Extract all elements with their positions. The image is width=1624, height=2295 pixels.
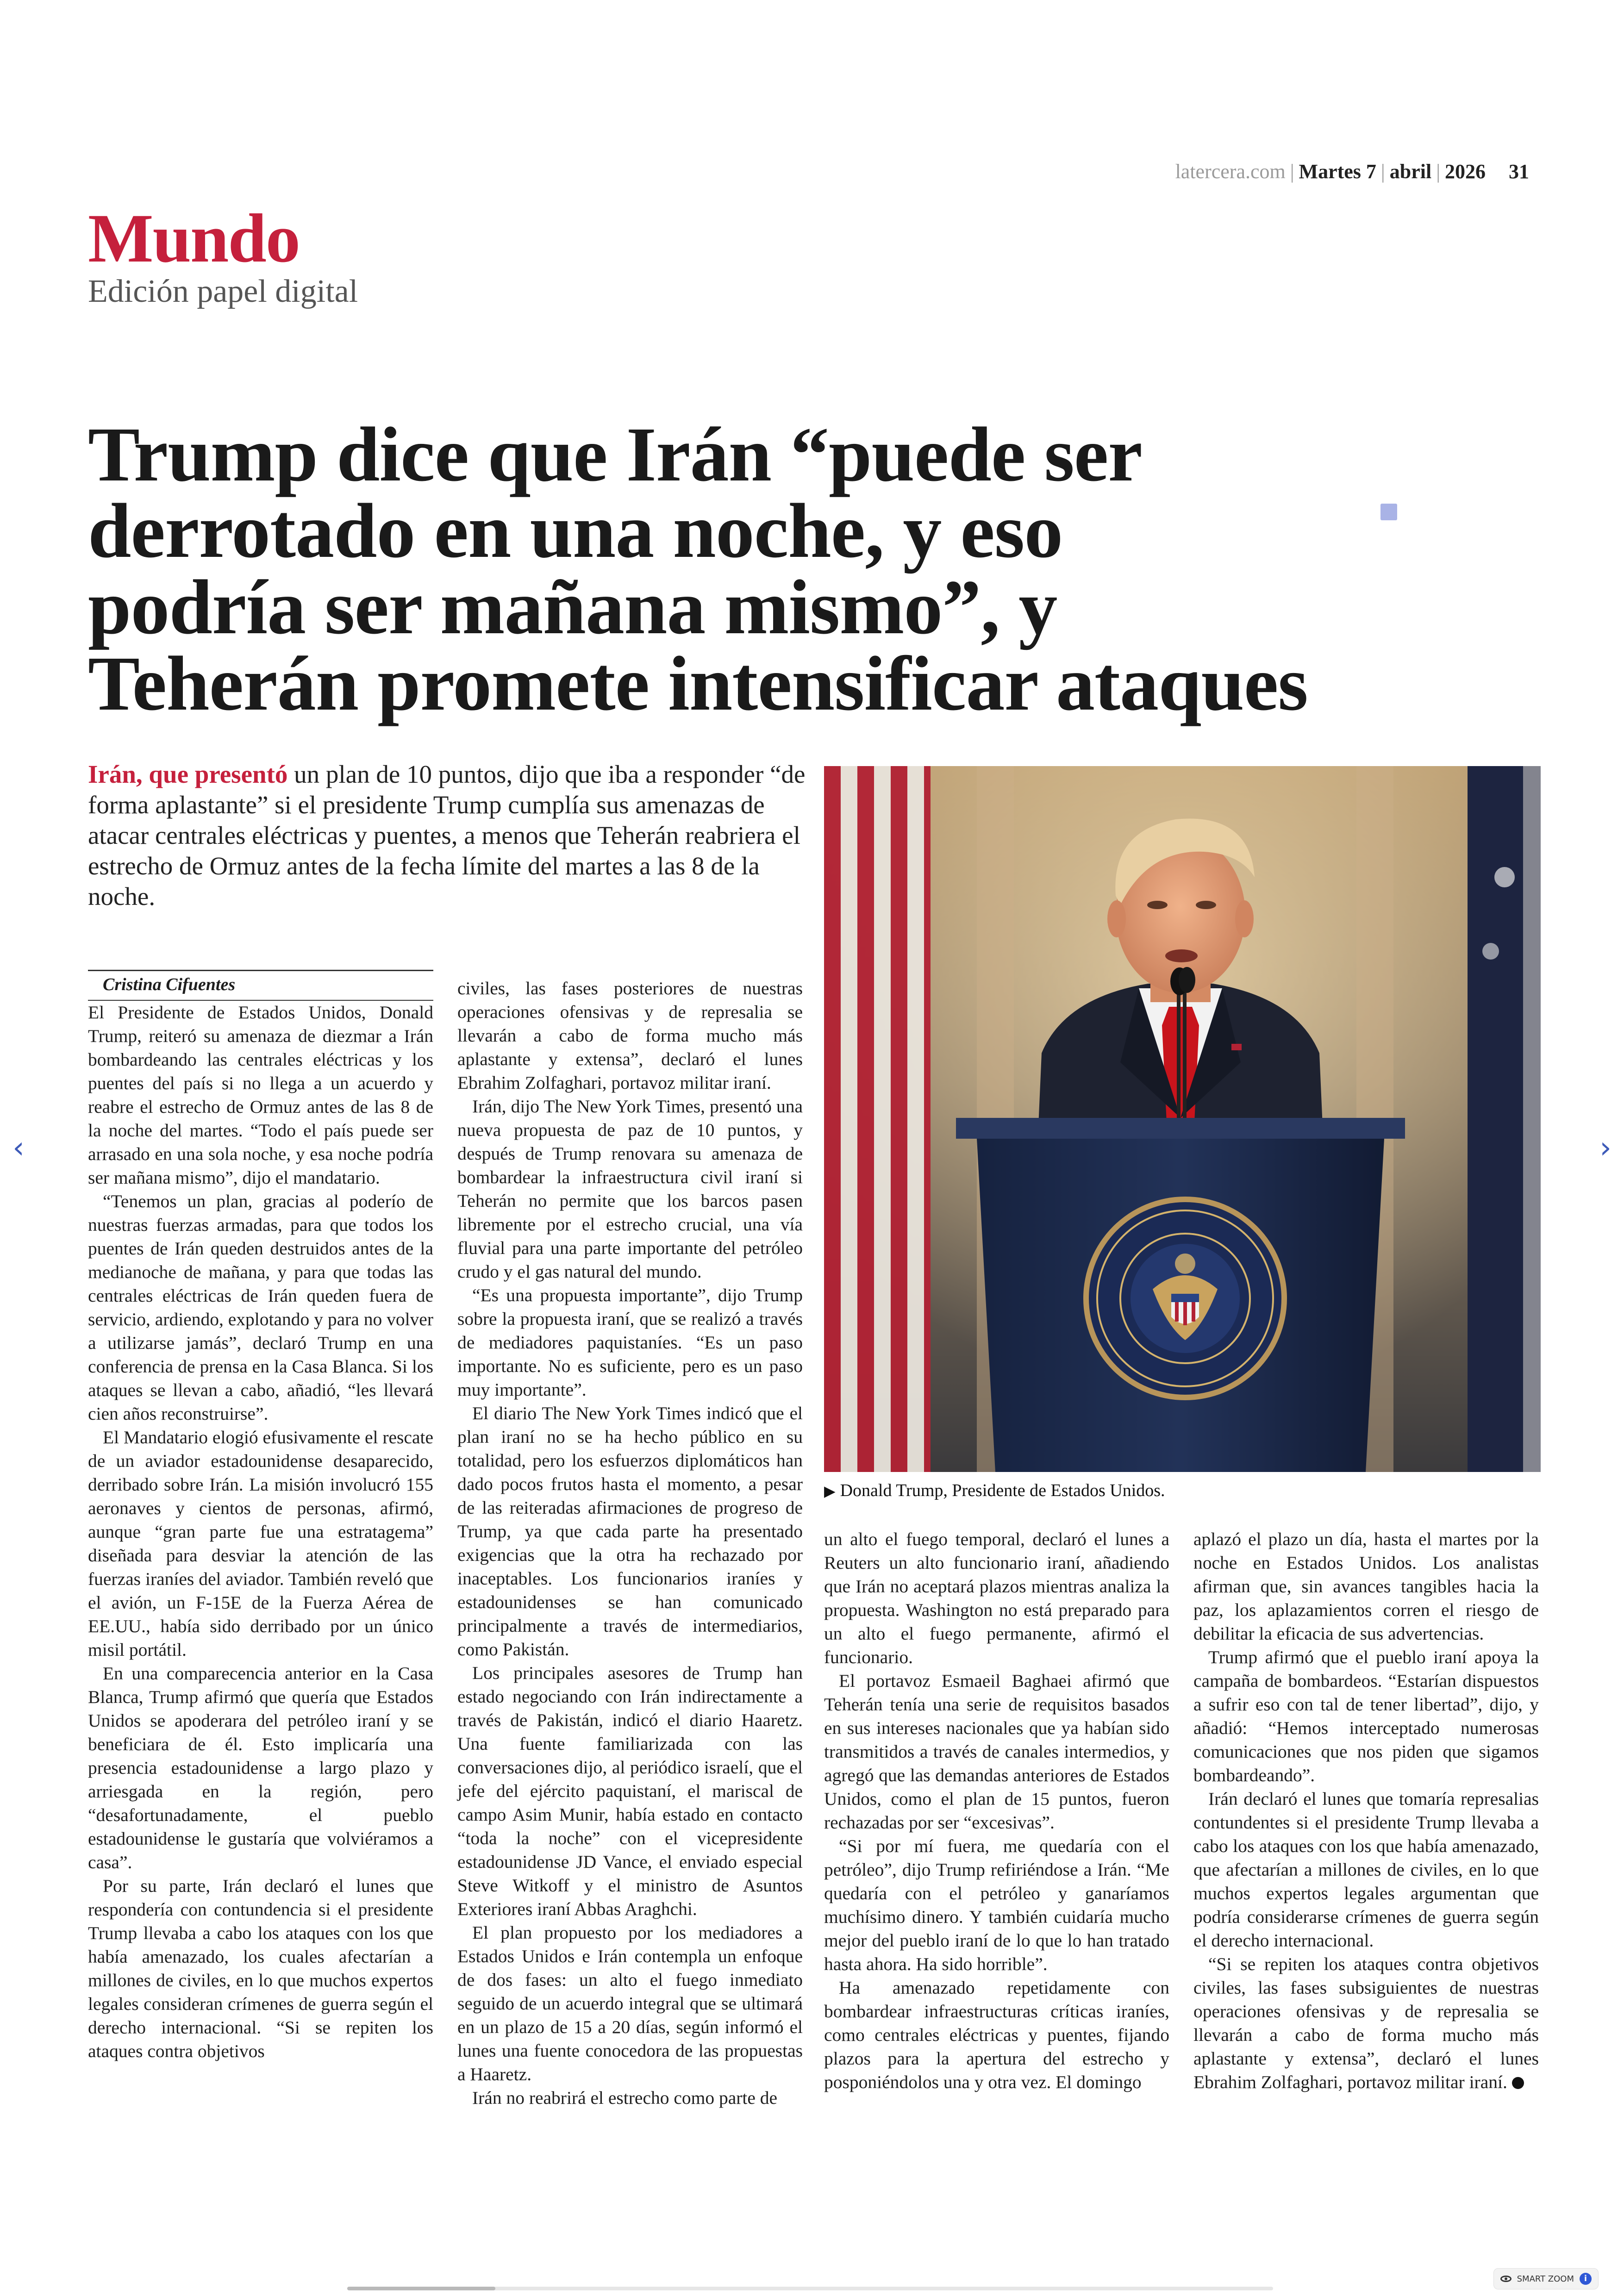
- caption-text: Donald Trump, Presidente de Estados Unidos.: [840, 1481, 1165, 1500]
- eye-icon: [1500, 2276, 1512, 2282]
- article-column-3: [824, 1528, 1169, 2094]
- issue-month: abril: [1389, 160, 1432, 183]
- article-paragraph: Irán declaró el lunes que tomaría represalias contundentes si el presidente Trump llevaba a cabo los ataques con los que había amenazado, que afectarían a millones de civiles, en lo que muchos expertos legales argumentan que podría considerarse crímenes de guerra según el derecho internacional.: [1193, 1789, 1539, 1951]
- article-paragraph: El diario The New York Times indicó que el plan iraní no se ha hecho público en su totalidad, pero los esfuerzos diplomáticos han dado pocos frutos hasta el momento, a pesar de las reiteradas afirmaciones de progreso de Trump, ya que cada parte ha presentado exigencias que la otra ha rechazado por inaceptables. Los funcionarios iraníes y estadounidenses se han comunicado principalmente a través de intermediarios, como Pakistán.: [457, 1403, 803, 1659]
- issue-date: Martes 7: [1299, 160, 1376, 183]
- headline: [88, 412, 1430, 727]
- smart-zoom-label: SMART ZOOM: [1517, 2274, 1574, 2284]
- photo-caption: [824, 1480, 1165, 1501]
- separator: |: [1380, 160, 1385, 183]
- article-paragraph: civiles, las fases posteriores de nuestras operaciones ofensivas y de represalia se llevarán a cabo de forma mucho más aplastante y extensa”, declaró el lunes Ebrahim Zolfaghari, portavoz militar iraní.: [457, 978, 803, 1093]
- end-of-article-icon: [1512, 2077, 1524, 2089]
- article-paragraph: El plan propuesto por los mediadores a Estados Unidos e Irán contempla un enfoque de dos fases: un alto el fuego inmediato seguido de un acuerdo integral que se ultimará en un plazo de 15 a 20 días, según informó el lunes una fuente conocedora de las propuestas a Haaretz.: [457, 1922, 803, 2084]
- page-number: 31: [1509, 160, 1529, 183]
- section-subtitle: Edición papel digital: [88, 274, 358, 309]
- article-column-1: [88, 970, 433, 2063]
- article-paragraph: Los principales asesores de Trump han estado negociando con Irán indirectamente a través de Pakistán, indicó el diario Haaretz. Una fuente familiarizada con las conversaciones dijo, al periódico israelí, que el jefe del ejército paquistaní, el mariscal de campo Asim Munir, había estado en contacto “toda la noche” con el vicepresidente estadounidense JD Vance, el enviado especial Steve Witkoff y el ministro de Asuntos Exteriores iraní Abbas Araghchi.: [457, 1663, 803, 1919]
- section-title: Mundo: [88, 200, 300, 277]
- article-paragraph: El Presidente de Estados Unidos, Donald Trump, reiteró su amenaza de diezmar a Irán bombardeando las centrales eléctricas y los puentes del país si no llega a un acuerdo y reabre el estrecho de Ormuz antes de las 8 de la noche del martes. “Todo el país puede ser arrasado en una sola noche, y esa noche podría ser mañana mismo”, dijo el mandatario.: [88, 1002, 433, 1188]
- article-column-4: [1193, 1528, 1539, 2094]
- article-paragraph: Trump afirmó que el pueblo iraní apoya la campaña de bombardeos. “Estarían dispuestos a sufrir eso con tal de tener libertad”, dijo, y añadió: “Hemos interceptado numerosas comunicaciones que nos piden que sigamos bombardeando”.: [1193, 1647, 1539, 1785]
- next-page-button[interactable]: ›: [1592, 1129, 1619, 1166]
- site-name: latercera.com: [1175, 160, 1286, 183]
- article-paragraph: [1193, 1952, 1539, 2094]
- page-scroll-thumb[interactable]: [347, 2287, 495, 2290]
- lead-paragraph: [88, 759, 810, 912]
- article-paragraph: “Si por mí fuera, me quedaría con el petróleo”, dijo Trump refiriéndose a Irán. “Me quedaría con el petróleo y ganaríamos muchísimo dinero. Y también cuidaría mucho mejor del pueblo iraní de lo que lo han tratado hasta ahora. Ha sido horrible”.: [824, 1836, 1169, 1974]
- article-paragraph: Irán, dijo The New York Times, presentó una nueva propuesta de paz de 10 puntos, y después de Trump renovara su amenaza de bombardear la infraestructura civil iraní si Teherán no permite que los barcos pasen libremente por el estrecho crucial, una vía fluvial para una parte importante del petróleo crudo y el gas natural del mundo.: [457, 1096, 803, 1282]
- annotation-marker-icon[interactable]: [1380, 504, 1397, 520]
- article-paragraph: “Tenemos un plan, gracias al poderío de nuestras fuerzas armadas, para que todos los puentes de Irán queden destruidos antes de la medianoche de mañana, y para que todas las centrales eléctricas de Irán queden fuera de servicio, ardiendo, explotando y para no volver a utilizarse jamás”, declaró Trump en una conferencia de prensa en la Casa Blanca. Si los ataques se llevan a cabo, añadió, “les llevará cien años reconstruirse”.: [88, 1191, 433, 1424]
- trump-podium-illustration: [824, 766, 1541, 1472]
- lead-text: un plan de 10 puntos, dijo que iba a responder “de forma aplastante” si el presidente Trump cumplía sus amenazas de atacar centrales eléctricas y puentes, a menos que Teherán reabriera el estrecho de Ormuz antes de la fecha límite del martes a las 8 de la noche.: [88, 760, 806, 911]
- prev-page-button[interactable]: ‹: [5, 1129, 32, 1166]
- separator: |: [1436, 160, 1440, 183]
- issue-year: 2026: [1445, 160, 1486, 183]
- smart-zoom-button[interactable]: [1493, 2268, 1599, 2289]
- article-paragraph: Por su parte, Irán declaró el lunes que respondería con contundencia si el presidente Trump llevaba a cabo los ataques con los que había amenazado, los cuales afectarían a millones de civiles, en lo que muchos expertos legales consideran crímenes de guerra según el derecho internacional. “Si se repiten los ataques contra objetivos: [88, 1876, 433, 2061]
- headline-line: derrotado en una noche, y eso: [88, 488, 1063, 574]
- article-photo[interactable]: [824, 766, 1541, 1472]
- page-scroll-bar[interactable]: [347, 2287, 1273, 2290]
- byline-rule: [88, 970, 433, 971]
- headline-line: Teherán promete intensificar ataques: [88, 641, 1308, 727]
- headline-line: podría ser mañana mismo”, y: [88, 564, 1057, 650]
- article-paragraph: Irán no reabrirá el estrecho como parte de: [472, 2088, 778, 2108]
- info-icon[interactable]: i: [1580, 2273, 1592, 2285]
- article-paragraph: El Mandatario elogió efusivamente el rescate de un aviador estadounidense desaparecido, derribado sobre Irán. La misión involucró 155 aeronaves y cientos de personas, afirmó, aunque “gran parte fue una estratagema” diseñada para desviar la atención de las fuerzas iraníes del aviador. También reveló que el avión, un F-15E de la Fuerza Aérea de EE.UU., había sido derribado por un único misil portátil.: [88, 1427, 433, 1660]
- byline: Cristina Cifuentes: [88, 974, 433, 1001]
- article-column-2: [457, 977, 803, 2110]
- page-info: [1175, 160, 1529, 183]
- lead-kicker: Irán, que presentó: [88, 760, 288, 788]
- article-paragraph: aplazó el plazo un día, hasta el martes por la noche en Estados Unidos. Los analistas afirman que, sin avances tangibles hacia la paz, los aplazamientos corren el riesgo de debilitar la eficacia de sus advertencias.: [1193, 1529, 1539, 1644]
- article-paragraph: El portavoz Esmaeil Baghaei afirmó que Teherán tenía una serie de requisitos basados en sus intereses nacionales que ya habían sido transmitidos a través de canales intermedios, y agregó que las demandas anteriores de Estados Unidos, como el plan de 15 puntos, fueron rechazadas por ser “excesivas”.: [824, 1671, 1169, 1833]
- presidential-seal-icon: [1083, 1197, 1287, 1400]
- headline-line: Trump dice que Irán “puede ser: [88, 412, 1142, 498]
- article-paragraph: “Es una propuesta importante”, dijo Trump sobre la propuesta iraní, que se realizó a través de mediadores paquistaníes. “Es un paso importante. No es suficiente, pero es un paso muy importante”.: [457, 1285, 803, 1400]
- article-paragraph: un alto el fuego temporal, declaró el lunes a Reuters un alto funcionario iraní, añadiendo que Irán no aceptará plazos mientras analiza la propuesta. Washington no está preparado para un alto el fuego permanente, afirmó el funcionario.: [824, 1529, 1169, 1667]
- article-paragraph: Ha amenazado repetidamente con bombardear infraestructuras críticas iraníes, como centrales eléctricas y puentes, fijando plazos para la apertura del estrecho y posponiéndolos una y otra vez. El domingo: [824, 1977, 1169, 2092]
- separator: |: [1290, 160, 1294, 183]
- caption-arrow-icon: ▶: [824, 1483, 836, 1499]
- closing-paragraph-text: “Si se repiten los ataques contra objetivos civiles, las fases subsiguientes de nuestras operaciones ofensivas y de represalia se llevarán a cabo de forma mucho más aplastante y extensa”, declaró el lunes Ebrahim Zolfaghari, portavoz militar iraní.: [1193, 1954, 1539, 2092]
- article-paragraph: En una comparecencia anterior en la Casa Blanca, Trump afirmó que quería que Estados Unidos se apoderara del petróleo iraní y se beneficiara de él. Esto implicaría una presencia estadounidense a largo plazo y arriesgada en la región, pero “desafortunadamente, el pueblo estadounidense le gustaría que volviéramos a casa”.: [88, 1663, 433, 1872]
